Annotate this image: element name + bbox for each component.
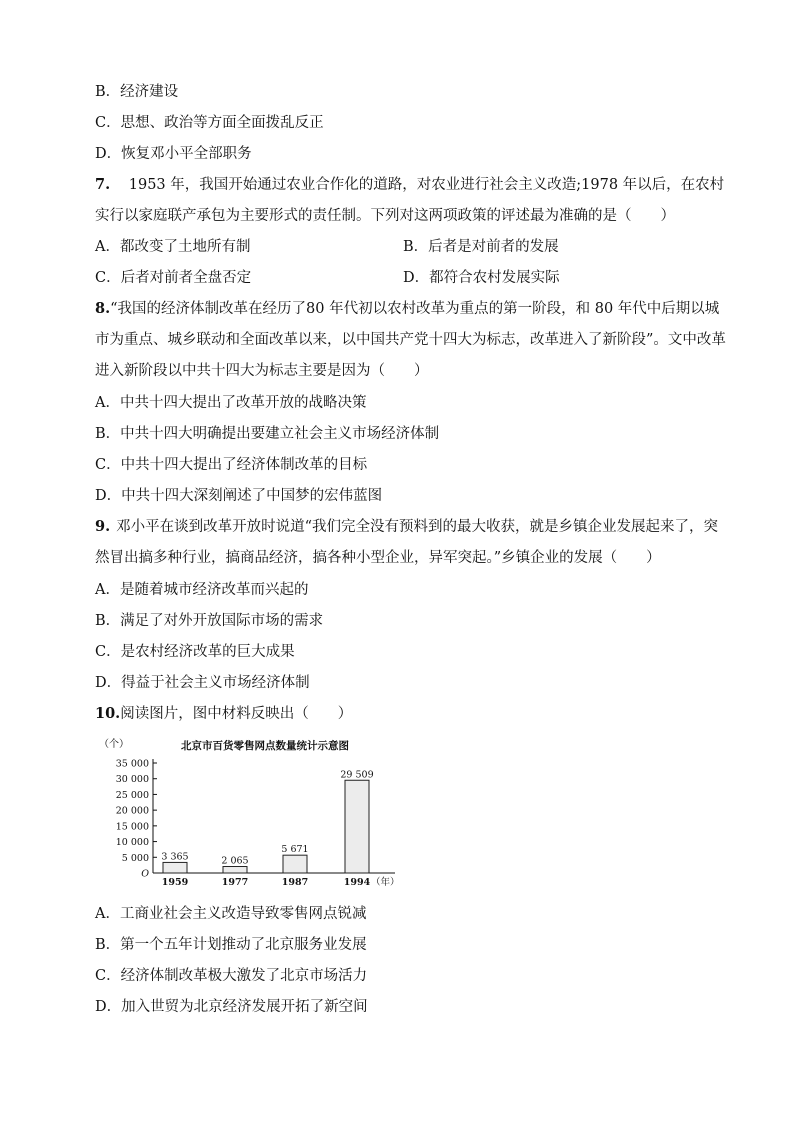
bar-value-label: 5 671 xyxy=(281,844,309,856)
q7-option-a: A．都改变了土地所有制 xyxy=(95,239,251,255)
q7-stem-line1: 1953 年，我国开始通过农业合作化的道路，对农业进行社会主义改造;1978 年以后，在农村 xyxy=(128,177,725,193)
q7-option-b: B．后者是对前者的发展 xyxy=(403,239,559,255)
q8-stem-line3: 进入新阶段以中共十四大为标志主要是因为（ ） xyxy=(95,363,429,379)
y-tick-label: 15 000 xyxy=(115,821,149,833)
bar-value-label: 29 509 xyxy=(340,769,374,781)
q7-stem xyxy=(95,175,724,195)
x-tick-label: 1994 xyxy=(343,877,371,888)
bar-value-label: 3 365 xyxy=(161,851,189,863)
q9-stem-line2: 然冒出搞多种行业，搞商品经济，搞各种小型企业，异军突起。”乡镇企业的发展（ ） xyxy=(95,550,661,566)
retail-outlets-chart xyxy=(95,735,410,895)
q9-stem xyxy=(95,517,718,537)
y-axis-unit-label: （个） xyxy=(99,739,129,750)
q8-stem-line1: “我国的经济体制改革在经历了80 年代初以农村改革为重点的第一阶段，和 80 年代中后期以城 xyxy=(110,301,720,317)
q6-option-d: D．恢复邓小平全部职务 xyxy=(95,146,252,162)
q10-option-c: C．经济体制改革极大激发了北京市场活力 xyxy=(95,968,368,984)
q8-number: 8. xyxy=(95,300,111,317)
q9-stem-line1: 邓小平在谈到改革开放时说道“我们完全没有预料到的最大收获，就是乡镇企业发展起来了，突 xyxy=(116,519,719,535)
q10-stem-text: 阅读图片，图中材料反映出（ ） xyxy=(120,706,353,722)
q10-number: 10. xyxy=(95,705,121,722)
q9-option-b: B．满足了对外开放国际市场的需求 xyxy=(95,613,324,629)
bar-1977 xyxy=(223,867,247,873)
q10-option-a: A．工商业社会主义改造导致零售网点锐减 xyxy=(95,906,367,922)
y-tick-label: 10 000 xyxy=(115,837,149,849)
q9-number: 9. xyxy=(95,518,111,535)
q6-option-b: B．经济建设 xyxy=(95,84,179,100)
bar-1959 xyxy=(163,862,187,873)
y-tick-label: 30 000 xyxy=(115,774,149,786)
y-tick-label: 20 000 xyxy=(115,805,149,817)
q8-option-d: D．中共十四大深刻阐述了中国梦的宏伟蓝图 xyxy=(95,488,383,504)
bar-value-label: 2 065 xyxy=(221,855,249,867)
q8-option-a: A．中共十四大提出了改革开放的战略决策 xyxy=(95,395,367,411)
y-tick-label: 35 000 xyxy=(115,758,149,770)
q7-stem-line2: 实行以家庭联产承包为主要形式的责任制。下列对这两项政策的评述最为准确的是（ ） xyxy=(95,208,675,224)
q9-option-c: C．是农村经济改革的巨大成果 xyxy=(95,644,295,660)
chart-title: 北京市百货零售网点数量统计示意图 xyxy=(181,740,349,752)
q9-option-d: D．得益于社会主义市场经济体制 xyxy=(95,675,310,691)
bar-chart-svg xyxy=(95,735,410,895)
y-tick-label: 5 000 xyxy=(121,852,149,864)
q8-option-c: C．中共十四大提出了经济体制改革的目标 xyxy=(95,457,368,473)
x-axis-unit-label: （年） xyxy=(371,877,400,888)
q10-option-b: B．第一个五年计划推动了北京服务业发展 xyxy=(95,937,367,953)
bar-1987 xyxy=(283,855,307,873)
q8-stem xyxy=(95,299,719,319)
q8-option-b: B．中共十四大明确提出要建立社会主义市场经济体制 xyxy=(95,426,440,442)
bar-1994 xyxy=(345,780,369,873)
q8-stem-line2: 市为重点、城乡联动和全面改革以来，以中国共产党十四大为标志，改革进入了新阶段”。文中改革 xyxy=(95,332,726,348)
q10-option-d: D．加入世贸为北京经济发展开拓了新空间 xyxy=(95,999,368,1015)
q9-option-a: A．是随着城市经济改革而兴起的 xyxy=(95,582,309,598)
q6-option-c: C．思想、政治等方面全面拨乱反正 xyxy=(95,115,324,131)
q7-number: 7. xyxy=(95,176,111,193)
x-tick-label: 1977 xyxy=(221,877,249,888)
x-tick-label: 1987 xyxy=(281,877,309,888)
q7-option-c: C．后者对前者全盘否定 xyxy=(95,270,252,286)
y-tick-label: O xyxy=(141,868,149,880)
q7-option-d: D．都符合农村发展实际 xyxy=(403,270,560,286)
y-tick-label: 25 000 xyxy=(115,789,149,801)
q10-stem xyxy=(95,704,352,724)
x-tick-label: 1959 xyxy=(161,877,189,888)
